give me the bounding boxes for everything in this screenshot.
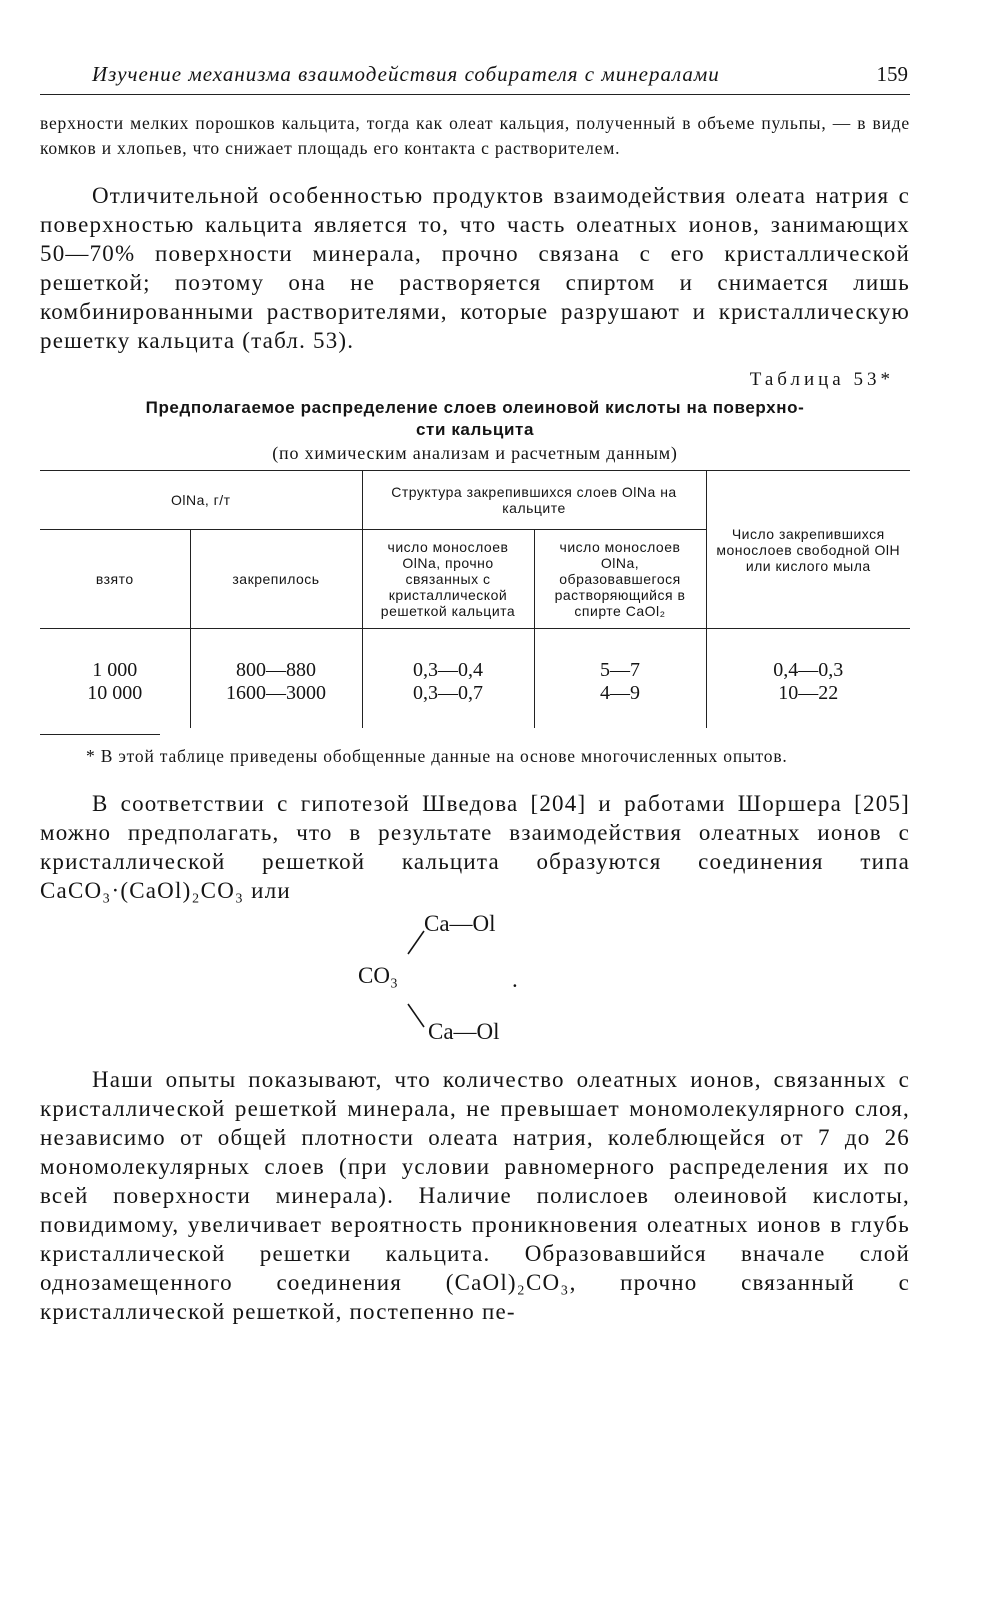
header-strong-monolayers: число монослоев OlNa, прочно связанных с кристаллической решеткой кальцита [362,530,534,629]
page-number: 159 [876,62,908,86]
running-head [40,54,910,95]
table-title [40,397,910,441]
paragraph-3: Наши опыты показывают, что количество олеатных ионов, связанных с кристаллической решеткой минерала, не превышает мономолекулярного слоя, независимо от общей плотности олеата натрия, колеблющейся от 7 до 26 мономолекулярных слоев (при условии равномерного распределения их по всей поверхности минерала). Наличие полислоев олеиновой кислоты, повидимому, увеличивает вероятность проникновения олеатных ионов в глубь кристаллической решетки кальцита. Образовавшийся вначале слой однозамещенного соединения (CaOl)₂CO₃, прочно связанный с кристаллической решеткой, постепенно пе- [40,1067,910,1324]
column-taken [40,629,190,729]
paragraph-2: В соответствии с гипотезой Шведова [204] и работами Шоршера [205] можно предполагать, что в результате взаимодействия олеатных ионов с кристаллической решеткой кальцита образуются соединения типа CaCO₃·(CaOl)₂CO₃ или [40,791,910,903]
footnote-rule [40,734,160,735]
header-taken: взято [40,530,190,629]
book-page [40,54,910,1326]
formula-center-group: CO₃ [358,963,398,988]
table-cell: 0,3—0,7 [413,682,483,704]
intro-paragraph: верхности мелких порошков кальцита, тогда как олеат кальция, полученный в объеме пульпы, — в виде комков и хлопьев, что снижает площадь его контакта с растворителем. [40,113,910,158]
table-cell: 5—7 [600,659,640,681]
table-number: Таблица 53* [749,369,894,390]
column-strong [362,629,534,729]
table-cell: 1600—3000 [226,682,326,704]
header-soluble-monolayers: число монослоев OlNa, образовавшегося растворяющийся в спирте CaOl₂ [534,530,706,629]
table-cell: 4—9 [600,682,640,704]
formula-bottom-group: Ca—Ol [428,1019,500,1044]
footnote: * В этой таблице приведены обобщенные данные на основе многочисленных опытов. [86,746,788,766]
table-cell: 1 000 [92,659,138,681]
paragraph-1: Отличительной особенностью продуктов взаимодействия олеата натрия с поверхностью кальцита является то, что часть олеатных ионов, занимающих 50—70% поверхности минерала, прочно связана с его кристаллической решеткой; поэтому она не растворяется спиртом и снимается лишь комбинированными растворителями, которые разрушают и кристаллическую решетку кальцита (табл. 53). [40,183,910,353]
column-free [706,629,910,729]
header-free-monolayers: Число закрепившихся монослоев свободной OlH или кислого мыла [706,471,910,629]
column-fixed [190,629,362,729]
table-body [40,629,910,729]
table-cell: 10 000 [87,682,143,704]
structural-formula [40,909,910,1059]
table-cell: 10—22 [778,682,839,704]
formula-top-group: Ca—Ol [424,911,496,936]
table-title-line-1: Предполагаемое распределение слоев олеиновой кислоты на поверхно- [145,398,805,417]
header-structure: Структура закрепившихся слоев OlNa на кальците [362,471,706,530]
table-subtitle: (по химическим анализам и расчетным данным) [272,443,678,463]
table-cell: 800—880 [236,659,316,681]
table-cell: 0,4—0,3 [773,659,844,681]
data-table [40,470,910,728]
table-title-line-2: сти кальцита [415,420,535,439]
header-fixed: закрепилось [190,530,362,629]
column-soluble [534,629,706,729]
running-title: Изучение механизма взаимодействия собирателя с минералами [92,62,720,86]
header-olna: OlNa, г/т [40,471,362,530]
formula-dot: . [512,967,518,992]
table-cell: 0,3—0,4 [413,659,483,681]
